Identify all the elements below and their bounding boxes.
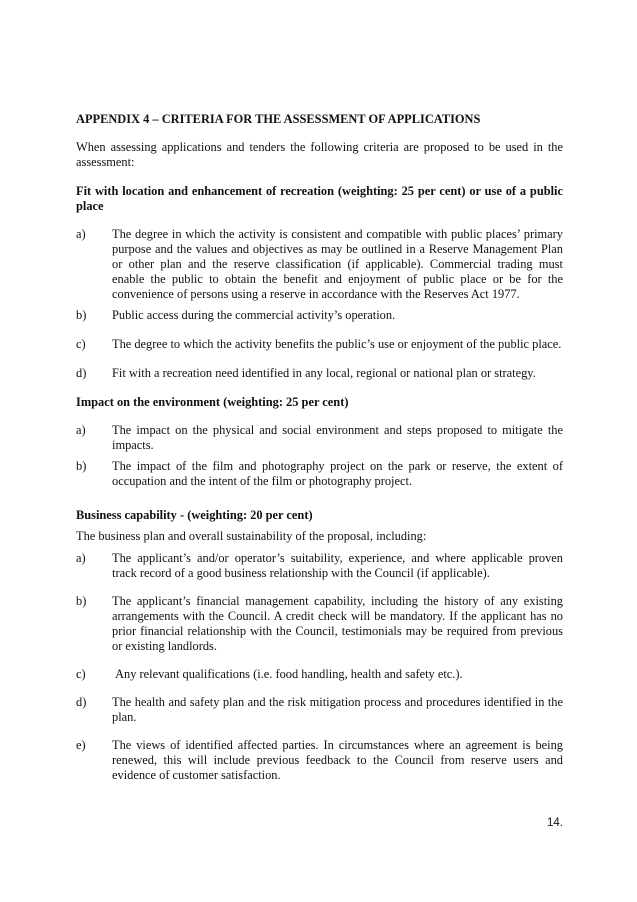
intro-paragraph: When assessing applications and tenders the following criteria are proposed to be used in the assessment: xyxy=(76,140,563,169)
list-item xyxy=(76,366,563,381)
page-number: 14. xyxy=(547,817,563,829)
list-item xyxy=(76,594,563,654)
item-text: The impact on the physical and social environment and steps proposed to mitigate the impacts. xyxy=(112,423,563,452)
item-text: The health and safety plan and the risk mitigation process and procedures identified in the plan. xyxy=(112,695,563,724)
list-item xyxy=(76,551,563,581)
item-marker: a) xyxy=(76,227,86,241)
item-marker: a) xyxy=(76,551,86,565)
section-heading-recreation: Fit with location and enhancement of recreation (weighting: 25 per cent) or use of a public place xyxy=(76,184,563,213)
item-text: The applicant’s and/or operator’s suitability, experience, and where applicable proven track record of a good business relationship with the Council (if applicable). xyxy=(112,551,563,580)
list-item xyxy=(76,695,563,725)
item-marker: b) xyxy=(76,594,87,608)
criteria-list-business xyxy=(76,551,563,783)
document-page xyxy=(76,112,563,783)
item-marker: b) xyxy=(76,459,87,473)
item-marker: d) xyxy=(76,695,87,709)
item-text: The applicant’s financial management capability, including the history of any existing arrangements with the Council. A credit check will be mandatory. If the applicant has no prior financial relationship with the Council, testimonials may be required from previous or existing landlords. xyxy=(112,594,563,653)
section-heading-business: Business capability - (weighting: 20 per cent) xyxy=(76,508,313,522)
list-item xyxy=(76,337,563,352)
item-marker: c) xyxy=(76,337,86,351)
item-marker: d) xyxy=(76,366,87,380)
criteria-list-environment xyxy=(76,423,563,489)
section-heading-environment: Impact on the environment (weighting: 25 per cent) xyxy=(76,395,349,409)
section-lead-text: The business plan and overall sustainability of the proposal, including: xyxy=(76,529,427,543)
list-item xyxy=(76,308,563,323)
item-text: The degree in which the activity is consistent and compatible with public places’ primary purpose and the values and objectives as may be outlined in a Reserve Management Plan or other plan and the reserve classification (if applicable). Commercial trading must enable the public to obtain the benefit and enjoyment of public place or be for the convenience of persons using a reserve in accordance with the Reserves Act 1977. xyxy=(112,227,563,301)
item-text: Fit with a recreation need identified in any local, regional or national plan or strategy. xyxy=(112,366,536,380)
item-marker: e) xyxy=(76,738,86,752)
item-text: Any relevant qualifications (i.e. food handling, health and safety etc.). xyxy=(112,667,463,681)
list-item xyxy=(76,459,563,489)
list-item xyxy=(76,667,563,682)
list-item xyxy=(76,423,563,453)
page-title: APPENDIX 4 – CRITERIA FOR THE ASSESSMENT OF APPLICATIONS xyxy=(76,112,481,126)
item-marker: b) xyxy=(76,308,87,322)
criteria-list-recreation xyxy=(76,227,563,381)
item-marker: a) xyxy=(76,423,86,437)
item-text: The views of identified affected parties. In circumstances where an agreement is being renewed, this will include previous feedback to the Council from reserve users and evidence of customer satisfaction. xyxy=(112,738,563,782)
item-text: The impact of the film and photography project on the park or reserve, the extent of occupation and the intent of the film or photography project. xyxy=(112,459,563,488)
list-item xyxy=(76,227,563,302)
item-text: The degree to which the activity benefits the public’s use or enjoyment of the public place. xyxy=(112,337,562,351)
item-marker: c) xyxy=(76,667,86,681)
item-text: Public access during the commercial activity’s operation. xyxy=(112,308,396,322)
list-item xyxy=(76,738,563,783)
